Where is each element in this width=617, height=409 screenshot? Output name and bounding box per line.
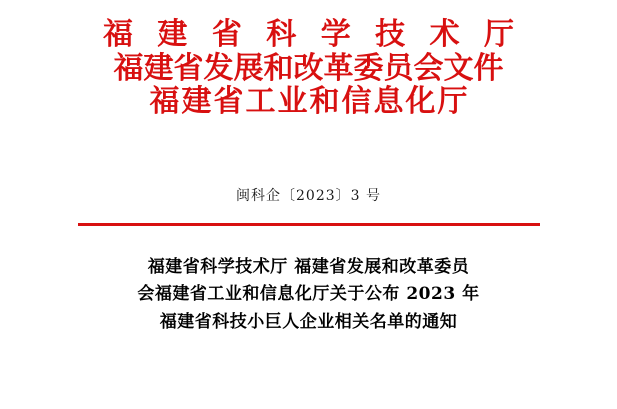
red-divider-rule	[78, 223, 540, 226]
masthead-line-1: 福 建 省 科 学 技 术 厅	[102, 17, 522, 52]
document-number: 闽科企〔2023〕3 号	[236, 187, 381, 204]
title-line-3: 福建省科技小巨人企业相关名单的通知	[159, 311, 458, 332]
title-line-2: 会福建省工业和信息化厅关于公布 2023 年	[137, 284, 480, 305]
masthead-line-2: 福建省发展和改革委员会文件	[113, 50, 504, 86]
title-line-1: 福建省科学技术厅 福建省发展和改革委员	[147, 256, 470, 277]
masthead-line-3: 福建省工业和信息化厅	[149, 84, 470, 120]
document-title	[0, 254, 617, 337]
masthead	[0, 0, 617, 119]
